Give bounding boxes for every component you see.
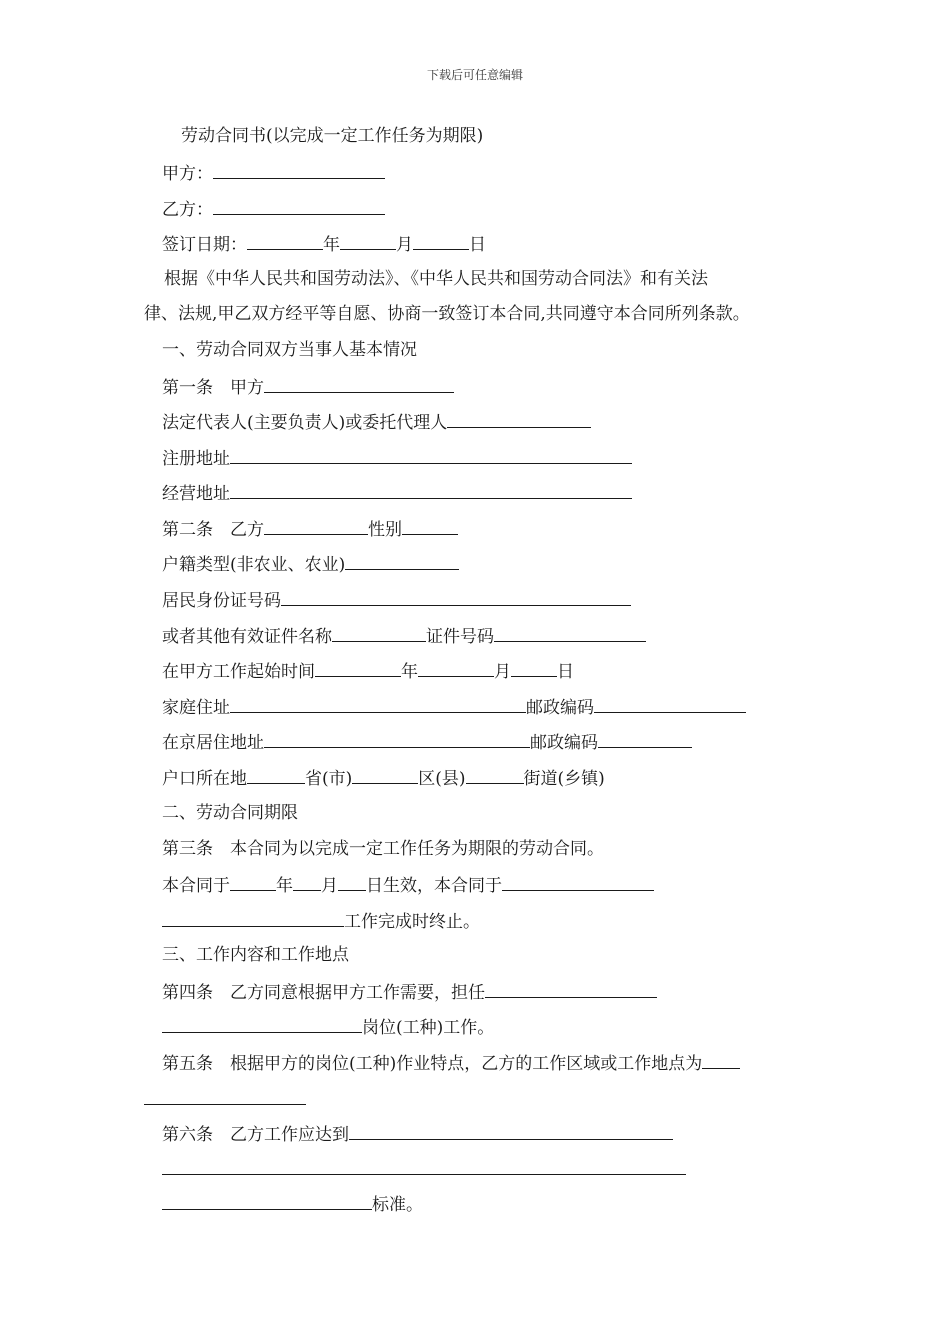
sign-date-line: 签订日期： 年 月 日 bbox=[162, 231, 486, 257]
blank-field[interactable] bbox=[447, 409, 591, 428]
reg-address-line: 注册地址 bbox=[162, 445, 632, 471]
blank-field[interactable] bbox=[247, 765, 305, 784]
blank-field[interactable] bbox=[213, 196, 385, 215]
preamble-line-1: 根据《中华人民共和国劳动法》、《中华人民共和国劳动合同法》和有关法 bbox=[164, 269, 708, 289]
article-4-line: 第四条 乙方同意根据甲方工作需要，担任 bbox=[162, 979, 657, 1005]
article-3-line: 第三条 本合同为以完成一定工作任务为期限的劳动合同。 bbox=[162, 839, 604, 859]
blank-field[interactable] bbox=[338, 872, 366, 891]
termination-line: 工作完成时终止。 bbox=[162, 908, 480, 934]
blank-field[interactable] bbox=[349, 1121, 673, 1140]
home-address-line: 家庭住址 邮政编码 bbox=[162, 694, 746, 720]
standard-line: 标准。 bbox=[162, 1191, 423, 1217]
blank-field[interactable] bbox=[247, 231, 323, 250]
post-line: 岗位(工种)工作。 bbox=[162, 1014, 494, 1040]
blank-field[interactable] bbox=[413, 231, 469, 250]
contract-title: 劳动合同书(以完成一定工作任务为期限) bbox=[181, 126, 484, 146]
section-2-heading: 二、劳动合同期限 bbox=[162, 803, 298, 823]
blank-field[interactable] bbox=[466, 765, 524, 784]
party-b-line: 乙方： bbox=[162, 196, 385, 222]
blank-field[interactable] bbox=[594, 694, 746, 713]
blank-field[interactable] bbox=[230, 445, 632, 464]
blank-field[interactable] bbox=[230, 694, 526, 713]
section-1-heading: 一、劳动合同双方当事人基本情况 bbox=[162, 340, 417, 360]
blank-field[interactable] bbox=[230, 872, 276, 891]
biz-address-line: 经营地址 bbox=[162, 480, 632, 506]
bj-address-line: 在京居住地址 邮政编码 bbox=[162, 729, 692, 755]
preamble-line-2: 律、法规,甲乙双方经平等自愿、协商一致签订本合同,共同遵守本合同所列条款。 bbox=[144, 304, 750, 324]
blank-field[interactable] bbox=[213, 160, 385, 179]
blank-field[interactable] bbox=[281, 587, 631, 606]
other-id-line: 或者其他有效证件名称 证件号码 bbox=[162, 623, 646, 649]
blank-field[interactable] bbox=[162, 1174, 686, 1175]
effective-date-line: 本合同于 年 月 日生效，本合同于 bbox=[162, 872, 654, 898]
blank-field[interactable] bbox=[494, 623, 646, 642]
blank-field[interactable] bbox=[162, 908, 344, 927]
blank-field[interactable] bbox=[511, 658, 557, 677]
article-6-line: 第六条 乙方工作应达到 bbox=[162, 1121, 673, 1147]
blank-field[interactable] bbox=[162, 1014, 362, 1033]
blank-field[interactable] bbox=[502, 872, 654, 891]
article-2-line: 第二条 乙方 性别 bbox=[162, 516, 458, 542]
blank-field[interactable] bbox=[144, 1104, 306, 1105]
blank-field[interactable] bbox=[485, 979, 657, 998]
hukou-type-line: 户籍类型(非农业、农业) bbox=[162, 551, 459, 577]
page-header: 下载后可任意编辑 bbox=[426, 68, 523, 82]
blank-field[interactable] bbox=[418, 658, 494, 677]
blank-field[interactable] bbox=[702, 1050, 740, 1069]
article-1-line: 第一条 甲方 bbox=[162, 374, 454, 400]
blank-field[interactable] bbox=[340, 231, 396, 250]
blank-field[interactable] bbox=[293, 872, 321, 891]
blank-field[interactable] bbox=[345, 551, 459, 570]
blank-field[interactable] bbox=[598, 729, 692, 748]
section-3-heading: 三、工作内容和工作地点 bbox=[162, 945, 349, 965]
blank-field[interactable] bbox=[162, 1191, 372, 1210]
article-5-line: 第五条 根据甲方的岗位(工种)作业特点，乙方的工作区域或工作地点为 bbox=[162, 1050, 740, 1076]
id-number-line: 居民身份证号码 bbox=[162, 587, 631, 613]
blank-field[interactable] bbox=[264, 374, 454, 393]
blank-field[interactable] bbox=[264, 729, 530, 748]
party-a-line: 甲方： bbox=[162, 160, 385, 186]
legal-rep-line: 法定代表人(主要负责人)或委托代理人 bbox=[162, 409, 591, 435]
blank-field[interactable] bbox=[402, 516, 458, 535]
blank-field[interactable] bbox=[264, 516, 368, 535]
blank-field[interactable] bbox=[315, 658, 401, 677]
blank-field[interactable] bbox=[332, 623, 426, 642]
blank-field[interactable] bbox=[352, 765, 418, 784]
start-time-line: 在甲方工作起始时间 年 月 日 bbox=[162, 658, 574, 684]
hukou-location-line: 户口所在地 省(市) 区(县) 街道(乡镇) bbox=[162, 765, 605, 791]
blank-field[interactable] bbox=[230, 480, 632, 499]
